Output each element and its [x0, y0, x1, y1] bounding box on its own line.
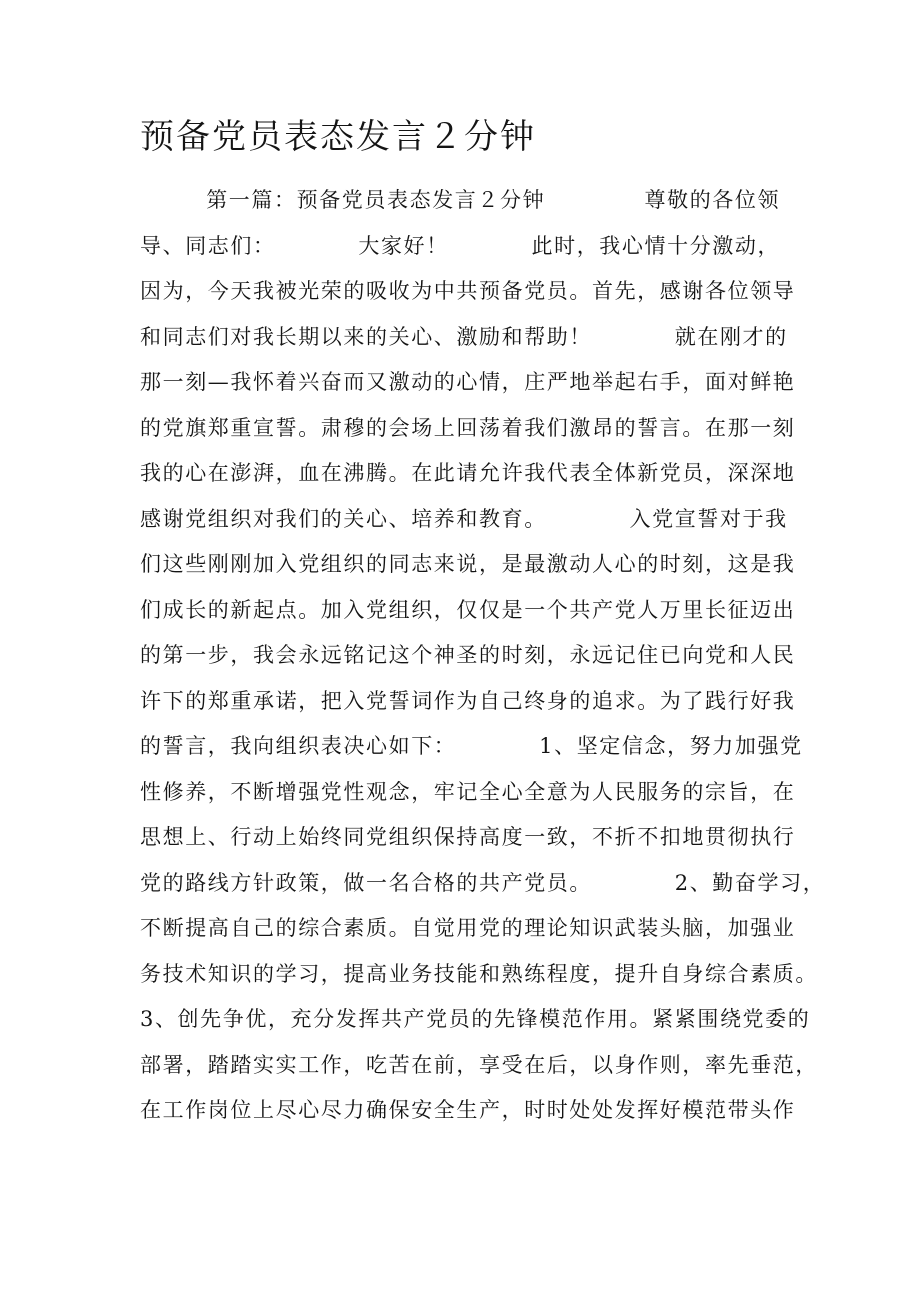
body-line: 的党旗郑重宣誓。肃穆的会场上回荡着我们激昂的誓言。在那一刻 — [140, 415, 796, 440]
body-line: 那一刻—我怀着兴奋而又激动的心情，庄严地举起右手，面对鲜艳 — [140, 370, 796, 394]
body-line: 思想上、行动上始终同党组织保持高度一致，不折不扣地贯彻执行 — [140, 825, 796, 849]
body-line: 感谢党组织对我们的关心、培养和教育。 入党宣誓对于我 — [140, 506, 788, 531]
document-title: 预备党员表态发言２分钟 — [140, 117, 536, 157]
body-line: 我的心在澎湃，血在沸腾。在此请允许我代表全体新党员，深深地 — [140, 461, 796, 485]
body-line: 导、同志们： 大家好！ 此时，我心情十分激动， — [140, 233, 781, 258]
body-line: 们成长的新起点。加入党组织，仅仅是一个共产党人万里长征迈出 — [140, 597, 796, 622]
body-line: 的第一步，我会永远铭记这个神圣的时刻，永远记住已向党和人民 — [140, 643, 796, 667]
body-line: 性修养，不断增强党性观念，牢记全心全意为人民服务的宗旨，在 — [140, 779, 796, 804]
body-line: 和同志们对我长期以来的关心、激励和帮助！ 就在刚才的 — [140, 324, 788, 349]
body-line: 第一篇：预备党员表态发言２分钟 尊敬的各位领 — [140, 188, 781, 212]
body-line: 不断提高自己的综合素质。自觉用党的理论知识武装头脑，加强业 — [140, 916, 796, 940]
body-line: 因为，今天我被光荣的吸收为中共预备党员。首先，感谢各位领导 — [140, 279, 796, 303]
body-line: 党的路线方针政策，做一名合格的共产党员。 2、勤奋学习， — [140, 870, 826, 895]
body-line: 们这些刚刚加入党组织的同志来说，是最激动人心的时刻，这是我 — [140, 552, 796, 576]
body-line: 许下的郑重承诺，把入党誓词作为自己终身的追求。为了践行好我 — [140, 688, 796, 713]
body-line: 部署，踏踏实实工作，吃苦在前，享受在后，以身作则，率先垂范， — [140, 1052, 818, 1077]
body-line: 的誓言，我向组织表决心如下： 1、坚定信念，努力加强党 — [140, 734, 803, 758]
body-line: 3、创先争优，充分发挥共产党员的先锋模范作用。紧紧围绕党委的 — [140, 1007, 811, 1031]
document-body — [140, 182, 826, 1138]
body-line: 在工作岗位上尽心尽力确保安全生产，时时处处发挥好模范带头作 — [140, 1098, 796, 1122]
body-line: 务技术知识的学习，提高业务技能和熟练程度，提升自身综合素质。 — [140, 961, 818, 986]
